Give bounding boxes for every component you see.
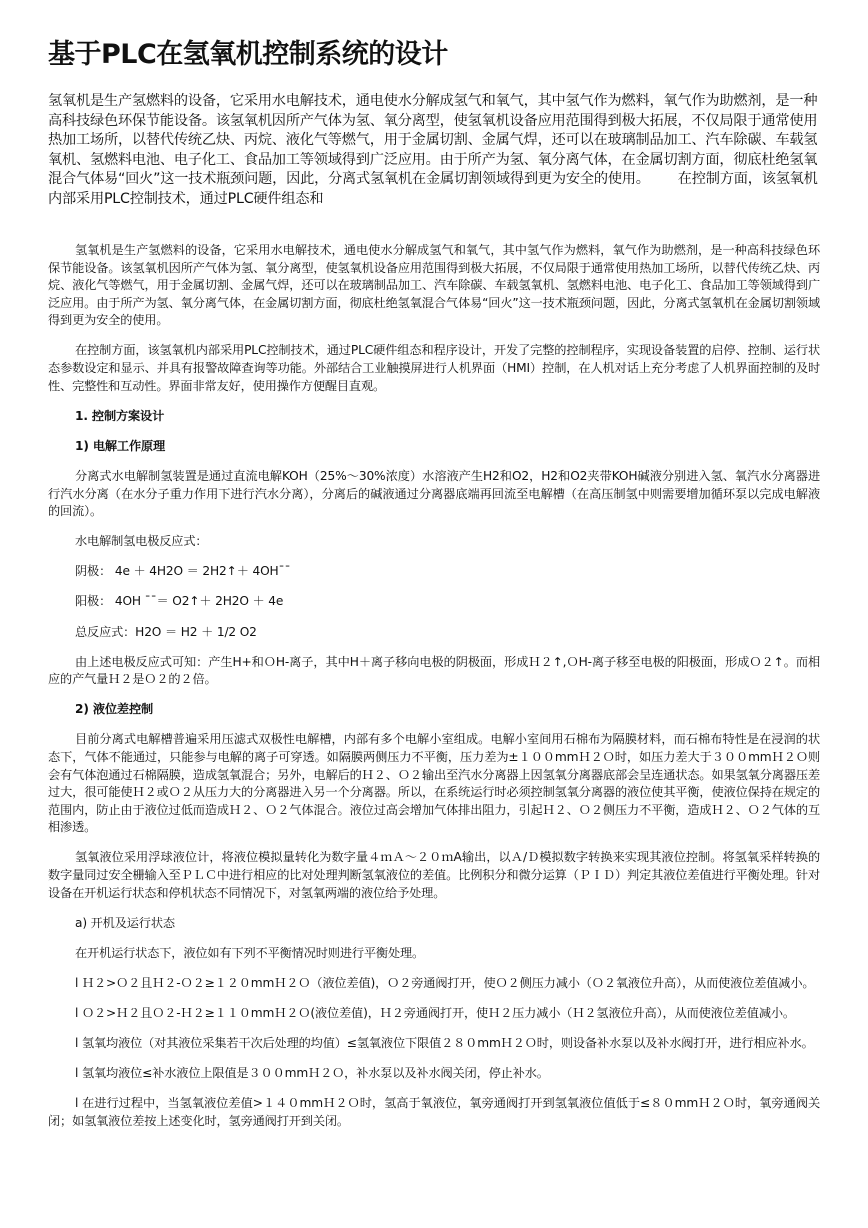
formula-cathode: 阴极： 4e ＋ 4H2O ＝ 2H2↑＋ 4OH¯¯: [75, 564, 291, 579]
paragraph: 氢氧液位采用浮球液位计，将液位模拟量转化为数字量４ｍＡ～２０ｍA输出，以Ａ/Ｄ模拟数字转换来实现其液位控制。将氢氧采样转换的数字量同过安全栅输入至ＰＬＣ中进行相应的比对处理判断氢氧液位的差值。比例积分和微分运算（ＰＩＤ）判定其液位差值进行平衡处理。针对设备在开机运行状态和停机状态不同情况下，对氢氧两端的液位给予处理。: [48, 850, 820, 900]
paragraph: 分离式水电解制氢装置是通过直流电解KOH（25%～30%浓度）水溶液产生H2和O2，H2和O2夹带KOH碱液分别进入氢、氧汽水分离器进行汽水分离（在水分子重力作用下进行汽水分离），分离后的碱液通过分离器底端再回流至电解槽（在高压制氢中则需要增加循环泵以完成电解液的回流）。: [48, 468, 820, 519]
paragraph: 由上述电极反应式可知：产生H+和ＯH-离子，其中H＋离子移向电极的阴极面，形成Ｈ２↑,ＯH-离子移至电极的阳极面，形成Ｏ２↑。而相应的产气量Ｈ２是Ｏ２的２倍。: [48, 654, 820, 687]
subsection-heading: 1) 电解工作原理: [75, 438, 166, 453]
paragraph: 在开机运行状态下，液位如有下列不平衡情况时则进行平衡处理。: [75, 945, 425, 960]
formula-anode: 阳极： 4OH ¯¯＝ O2↑＋ 2H2O ＋ 4e: [75, 594, 284, 609]
summary-tail: 在控制方面，该氢氧机内部采用PLC控制技术，通过PLC硬件组态和: [48, 171, 818, 207]
subsection-heading: 2) 液位差控制: [75, 702, 154, 717]
article-body: [48, 242, 820, 1143]
paragraph: 在控制方面，该氢氧机内部采用PLC控制技术，通过PLC硬件组态和程序设计，开发了完整的控制程序，实现设备装置的启停、控制、运行状态参数设定和显示、并具有报警故障查询等功能。外部结合工业触摸屏进行人机界面（HMI）控制，在人机对话上充分考虑了人机界面控制的及时性、完整性和互动性。界面非常友好，使用操作方便醒目直观。: [48, 343, 820, 393]
paragraph: 目前分离式电解槽普遍采用压滤式双极性电解槽，内部有多个电解小室组成。电解小室间用石棉布为隔膜材料，而石棉布特性是在浸润的状态下，气体不能通过，只能参与电解的离子可穿透。如隔膜两侧压力不平衡，压力差为±１００mmＨ２Ｏ时，如压力差大于３００mmＨ２Ｏ则会有气体泡通过石棉隔膜，造成氢氧混合；另外，电解后的Ｈ２、Ｏ２输出至汽水分离器上因氢氧分离器底部会呈连通状态。如果氢氧分离器压差过大，很可能使Ｈ２或Ｏ２从压力大的分离器进入另一个分离器。所以，在系统运行时必须控制氢氧分离器的液位使其平衡，使液位保持在规定的范围内，防止由于液位过低而造成Ｈ２、Ｏ２气体混合。液位过高会增加气体排出阻力，引起Ｈ２、Ｏ２侧压力不平衡，造成Ｈ２、Ｏ２气体的互相渗透。: [48, 732, 820, 835]
paragraph: a) 开机及运行状态: [75, 915, 175, 930]
paragraph: 氢氧机是生产氢燃料的设备，它采用水电解技术，通电使水分解成氢气和氧气，其中氢气作为燃料，氧气作为助燃剂，是一种高科技绿色环保节能设备。该氢氧机因所产气体为氢、氧分离型，使氢氧机设备应用范围得到极大拓展，不仅局限于通常使用热加工场所，以替代传统乙炔、丙烷、液化气等燃气，用于金属切割、金属气焊，还可以在玻璃制品加工、汽车除碳、车载氢氧机、氢燃料电池、电子化工、食品加工等领域得到广泛应用。由于所产为氢、氧分离气体，在金属切割方面，彻底杜绝氢氧混合气体易“回火”这一技术瓶颈问题，因此，分离式氢氧机在金属切割领域得到更为安全的使用。: [48, 243, 820, 328]
formula-total: 总反应式：H2O ＝ H2 ＋ 1/2 O2: [75, 624, 257, 639]
paragraph: 水电解制氢电极反应式：: [75, 534, 208, 549]
summary-paragraph: [48, 92, 820, 210]
list-item: l Ｏ２>Ｈ２且Ｏ２-Ｈ２≥１１０mmＨ２Ｏ(液位差值)，Ｈ２旁通阀打开，使Ｈ２压力减小（Ｈ２氢液位升高），从而使液位差值减小。: [75, 1006, 795, 1020]
list-item: l 氢氧均液位（对其液位采集若干次后处理的均值）≤氢氧液位下限值２８０mmＨ２Ｏ时，则设备补水泵以及补水阀打开，进行相应补水。: [75, 1036, 814, 1051]
list-item: l Ｈ２>Ｏ２且Ｈ２-Ｏ２≥１２０mmＨ２Ｏ（液位差值)，Ｏ２旁通阀打开，使Ｏ２侧压力减小（Ｏ２氧液位升高），从而使液位差值减小。: [75, 975, 815, 990]
section-heading: 1. 控制方案设计: [75, 408, 165, 423]
page-title: 基于PLC在氢氧机控制系统的设计: [48, 39, 448, 70]
list-item: l 在进行过程中，当氢氧液位差值>１４０mmＨ２Ｏ时，氢高于氧液位，氧旁通阀打开到氢氧液位值低于≤８０mmＨ２Ｏ时，氧旁通阀关闭；如氢氧液位差按上述变化时，氢旁通阀打开到关闭。: [48, 1096, 820, 1128]
list-item: l 氢氧均液位≤补水液位上限值是３００mmＨ２Ｏ，补水泵以及补水阀关闭，停止补水。: [75, 1066, 549, 1081]
summary-text: 氢氧机是生产氢燃料的设备，它采用水电解技术，通电使水分解成氢气和氧气，其中氢气作为燃料，氧气作为助燃剂，是一种高科技绿色环保节能设备。该氢氧机因所产气体为氢、氧分离型，使氢氧机设备应用范围得到极大拓展，不仅局限于通常使用热加工场所，以替代传统乙炔、丙烷、液化气等燃气，用于金属切割、金属气焊，还可以在玻璃制品加工、汽车除碳、车载氢氧机、氢燃料电池、电子化工、食品加工等领域得到广泛应用。由于所产为氢、氧分离气体，在金属切割方面，彻底杜绝氢氧混合气体易“回火”这一技术瓶颈问题，因此，分离式氢氧机在金属切割领域得到更为安全的使用。: [48, 93, 818, 188]
